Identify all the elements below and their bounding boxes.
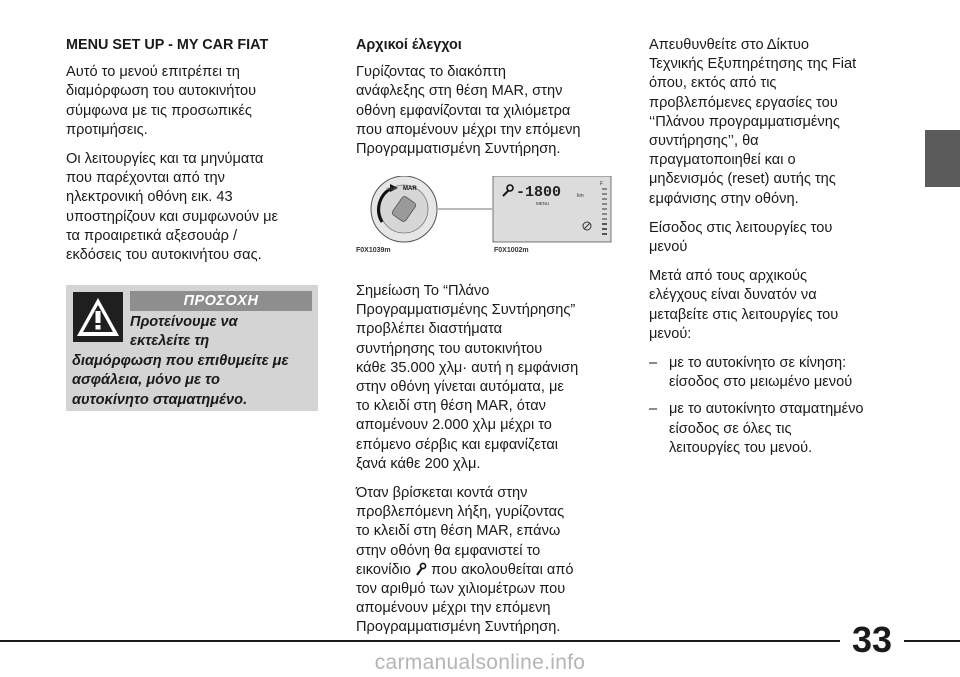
key-stop-label: STOP (386, 186, 397, 191)
middle-paragraph-1: Γυρίζοντας το διακόπτη ανάφλεξης στη θέση MAR, στην οθόνη εμφανίζονται τα χιλιόμετρα που απομένουν μέχρι την επόμενη Προγραμματισμένη Συντήρηση. (356, 64, 581, 158)
ignition-key-icon (371, 176, 437, 242)
watermark: carmanualsonline.info (374, 651, 586, 674)
warning-box (66, 285, 318, 411)
display-fuel-label: F (600, 181, 604, 187)
figure-illustration (356, 176, 612, 246)
right-paragraph-2: Είσοδος στις λειτουργίες του μενού (649, 219, 833, 256)
left-paragraph-1: Αυτό το μενού επιτρέπει τη διαμόρφωση του αυτοκινήτου σύμφωνα με τις προσωπικές προτιμήσεις. (66, 64, 257, 138)
section-heading-menu-setup: MENU SET UP - MY CAR FIAT (66, 37, 269, 53)
middle-column-lower (356, 282, 611, 648)
list-item: – με το αυτοκίνητο σταματημένο είσοδος σε όλες τις λειτουργίες του μενού. (649, 401, 864, 456)
list-item: – με το αυτοκίνητο σε κίνηση: είσοδος στο μειωμένο μενού (649, 355, 853, 391)
footer-rule-left (0, 640, 840, 642)
right-paragraph-3: Μετά από τους αρχικούς ελέγχους είναι δυνατόν να μεταβείτε στις λειτουργίες του μενού: (649, 268, 839, 342)
right-paragraph-1: Απευθυνθείτε στο Δίκτυο Τεχνικής Εξυπηρέτησης της Fiat όπου, εκτός από τις προβλεπόμενες εργασίες του ‘‘Πλάνου προγραμματισμένης συντήρησης’’, θα πραγματοποιηθεί και ο μηδενισμός (reset) αυτής της εμφάνισης στην οθόνη. (649, 37, 857, 207)
warning-text: Προτείνουμε να εκτελείτε τη διαμόρφωση που επιθυμείτε με ασφάλεια, μόνο με το αυτοκίνητο σταματημένο. (72, 314, 289, 408)
display-menu-label: MENU (536, 201, 550, 206)
display-km-value: -1800 (516, 184, 562, 201)
key-position-label: MAR (403, 186, 417, 192)
wrench-icon (415, 562, 427, 576)
figure-caption-right: F0X1002m (494, 247, 529, 254)
section-tab-marker (925, 130, 960, 187)
instrument-display (493, 176, 611, 242)
left-paragraph-2: Οι λειτουργίες και τα μηνύματα που παρέχονται από την ηλεκτρονική οθόνη εικ. 43 υποστηρίζουν και συμφωνούν με τα προαιρετικά αξεσουάρ / εκδόσεις του αυτοκινήτου σας. (66, 151, 279, 264)
right-column (649, 36, 899, 460)
section-heading-initial-checks: Αρχικοί έλεγχοι (356, 37, 462, 53)
figure-caption-left: F0X1039m (356, 247, 391, 254)
middle-paragraph-2: Σημείωση Το “Πλάνο Προγραμματισμένης Συντήρησης” προβλέπει διαστήματα συντήρησης του αυτοκινήτου κάθε 35.000 χλμ· αυτή η εμφάνιση στην οθόνη γίνεται αυτόματα, με το κλειδί στη θέση MAR, όταν απομένουν 2.000 χλμ μέχρι το επόμενο σέρβις και εμφανίζεται ξανά κάθε 200 χλμ. (356, 283, 579, 472)
left-column (66, 36, 316, 275)
middle-paragraph-3: Όταν βρίσκεται κοντά στην προβλεπόμενη λήξη, γυρίζοντας το κλειδί στη θέση MAR, επάνω στην οθόνη θα εμφανιστεί το εικονίδιο που ακολουθείται από τον αριθμό των χιλιομέτρων που απομένουν μέχρι την επόμενη Προγραμματισμένη Συντήρηση. (356, 485, 574, 636)
footer-rule-right (904, 640, 960, 642)
display-unit: km (577, 193, 584, 199)
middle-column (356, 36, 611, 169)
warning-title: ΠΡΟΣΟΧΗ (130, 291, 312, 311)
page-number: 33 (851, 619, 893, 660)
figure-ignition-display (356, 176, 612, 260)
